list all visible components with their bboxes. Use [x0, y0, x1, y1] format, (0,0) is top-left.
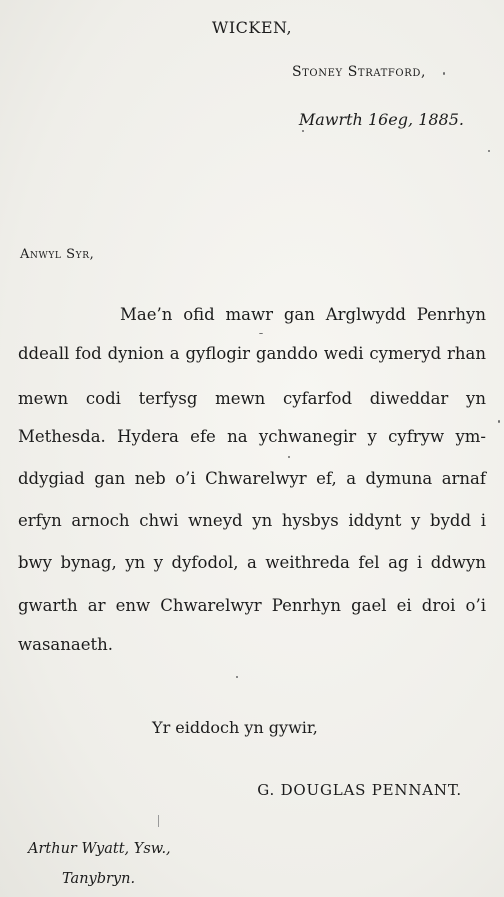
ink-speck — [259, 333, 263, 334]
body-line: ddygiad gan neb o’i Chwarelwyr ef, a dymuna arnaf — [18, 469, 486, 488]
body-line: bwy bynag, yn y dyfodol, a weithreda fel ag i ddwyn — [18, 553, 486, 572]
ink-speck — [236, 676, 238, 678]
body-line: mewn codi terfysg mewn cyfarfod diweddar yn — [18, 389, 486, 408]
ink-speck — [288, 456, 290, 458]
ink-mark — [158, 815, 159, 827]
letter-town: Stoney Stratford, — [291, 64, 426, 80]
letter-date: Mawrth 16eg, 1885. — [298, 110, 464, 129]
body-line: wasanaeth. — [18, 635, 113, 654]
ink-speck — [498, 420, 500, 423]
body-line: erfyn arnoch chwi wneyd yn hysbys iddynt y bydd i — [18, 511, 486, 530]
ink-speck — [302, 130, 304, 132]
recipient-place: Tanybryn. — [62, 871, 136, 887]
ink-speck — [443, 72, 445, 75]
salutation: Anwyl Syr, — [20, 247, 95, 262]
signature: G. DOUGLAS PENNANT. — [257, 781, 462, 799]
body-line: Mae’n ofid mawr gan Arglwydd Penrhyn — [120, 305, 486, 324]
closing: Yr eiddoch yn gywir, — [152, 718, 318, 737]
recipient-name: Arthur Wyatt, Ysw., — [28, 841, 171, 857]
body-line: gwarth ar enw Chwarelwyr Penrhyn gael ei droi o’i — [18, 596, 486, 615]
body-line: Methesda. Hydera efe na ychwanegir y cyfryw ym- — [18, 427, 486, 446]
ink-speck — [488, 150, 490, 152]
body-line: ddeall fod dynion a gyflogir ganddo wedi cymeryd rhan — [18, 344, 486, 363]
letter-place: WICKEN, — [211, 18, 293, 37]
